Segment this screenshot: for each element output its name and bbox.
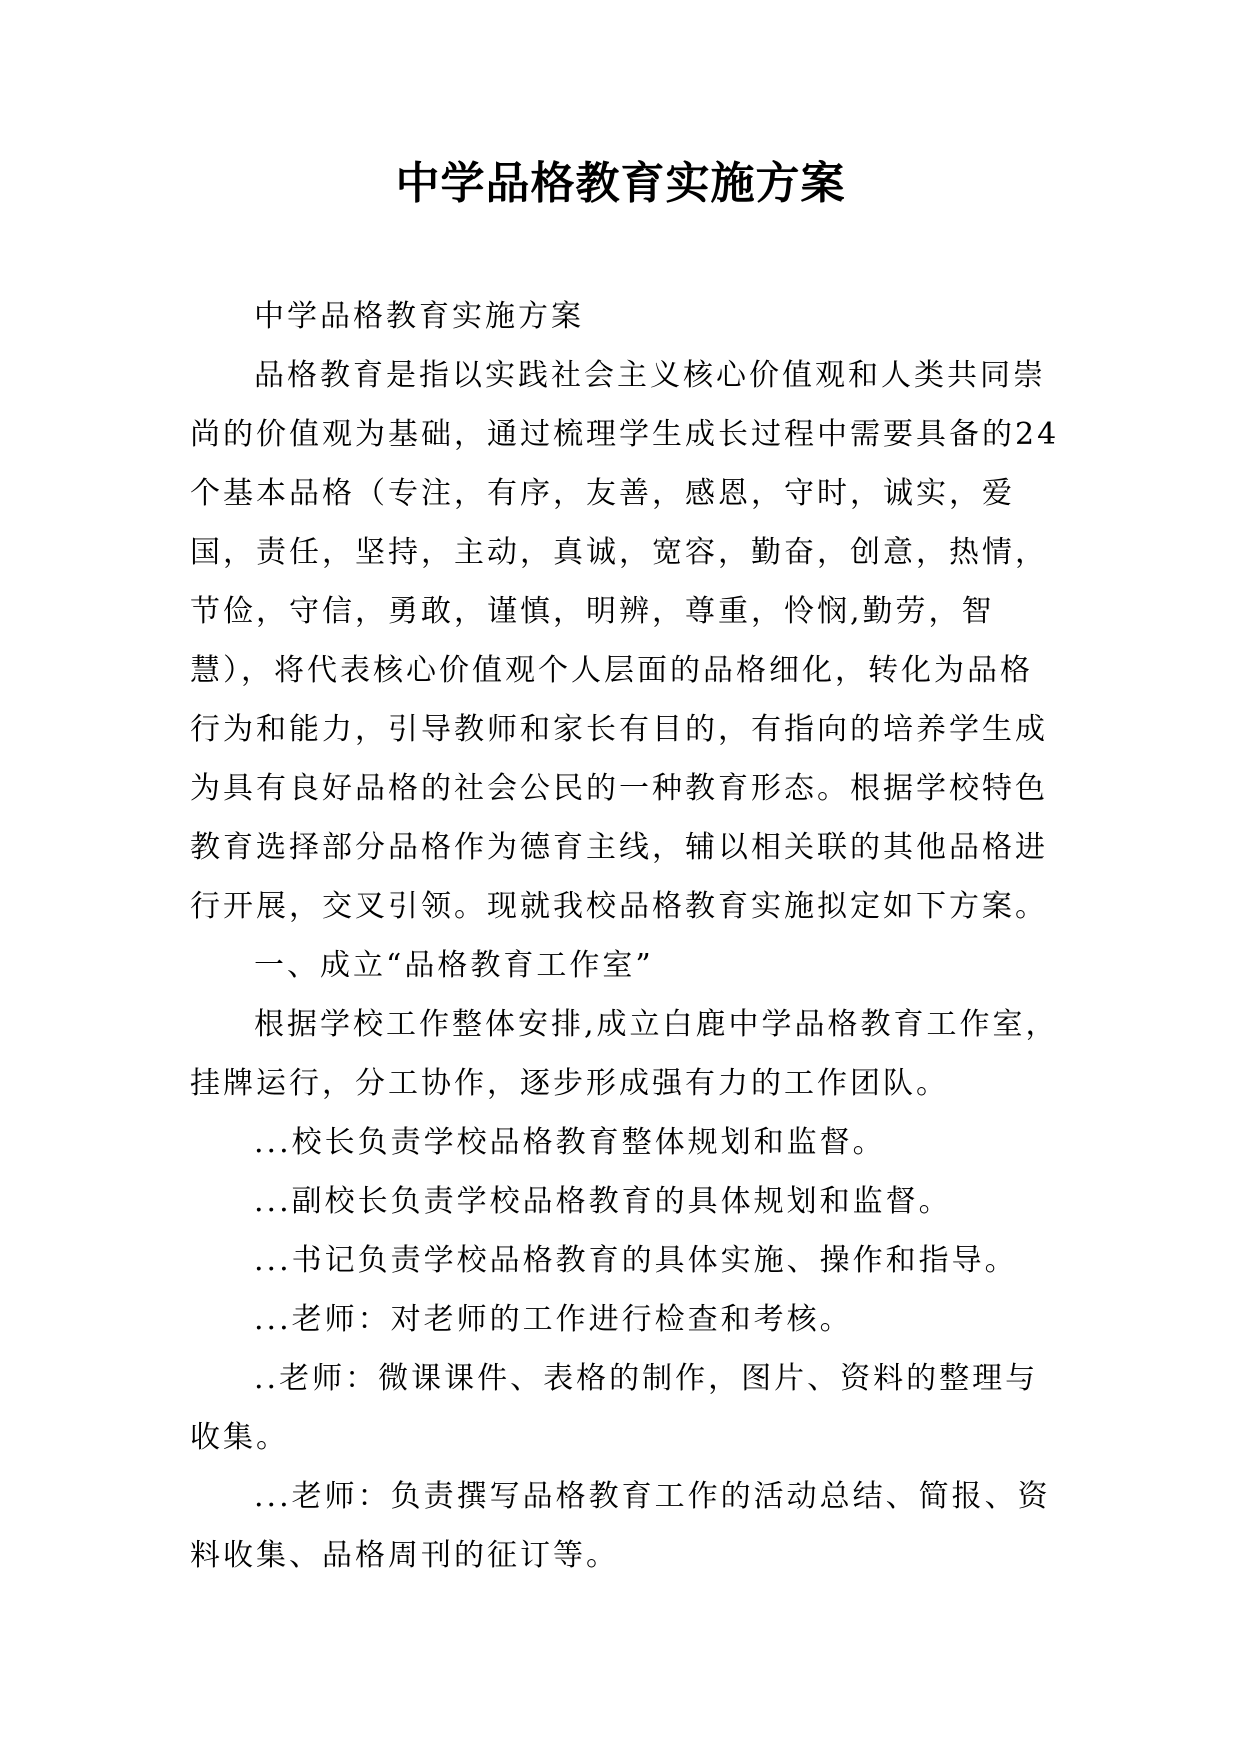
paragraph-teacher-materials: ..老师：微课课件、表格的制作，图片、资料的整理与收集。	[190, 1361, 1039, 1455]
paragraph-studio: 根据学校工作整体安排,成立白鹿中学品格教育工作室，挂牌运行，分工协作，逐步形成强有力的工作团队。	[190, 1007, 1059, 1101]
document-body	[190, 287, 1060, 1585]
paragraph-teacher-summary: ...老师：负责撰写品格教育工作的活动总结、简报、资料收集、品格周刊的征订等。	[190, 1479, 1051, 1573]
paragraph-secretary: ...书记负责学校品格教育的具体实施、操作和指导。	[254, 1243, 1018, 1278]
section-heading-1: 一、成立“品格教育工作室”	[254, 948, 654, 983]
document-title: 中学品格教育实施方案	[395, 158, 846, 209]
paragraph-subtitle: 中学品格教育实施方案	[254, 299, 584, 334]
paragraph-vice-principal: ...副校长负责学校品格教育的具体规划和监督。	[254, 1184, 952, 1219]
paragraph-teacher-inspection: ...老师：对老师的工作进行检查和考核。	[254, 1302, 853, 1337]
paragraph-intro: 品格教育是指以实践社会主义核心价值观和人类共同崇尚的价值观为基础，通过梳理学生成长过程中需要具备的24个基本品格（专注，有序，友善，感恩，守时，诚实，爱国，责任，坚持，主动，真诚，宽容，勤奋，创意，热情，节俭，守信，勇敢，谨慎，明辨，尊重，怜悯,勤劳，智慧），将代表核心价值观个人层面的品格细化，转化为品格行为和能力，引导教师和家长有目的，有指向的培养学生成为具有良好品格的社会公民的一种教育形态。根据学校特色教育选择部分品格作为德育主线，辅以相关联的其他品格进行开展，交叉引领。现就我校品格教育实施拟定如下方案。	[190, 358, 1060, 924]
paragraph-principal: ...校长负责学校品格教育整体规划和监督。	[254, 1125, 886, 1160]
